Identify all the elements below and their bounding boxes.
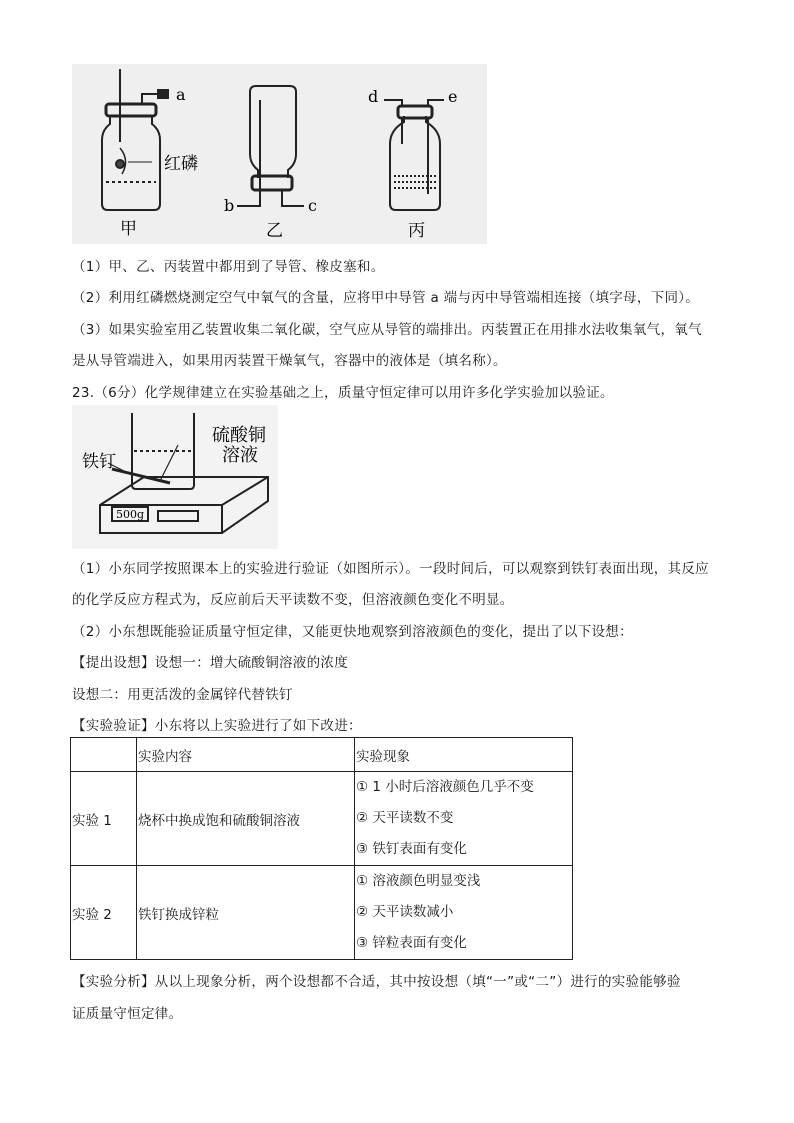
observation: ③ 锌粒表面有变化 [356, 935, 467, 951]
q23-line-2: 的化学反应方程式为，反应前后天平读数不变，但溶液颜色变化不明显。 [72, 592, 514, 608]
label-solution-2: 溶液 [222, 445, 258, 466]
label-jia: 甲 [120, 219, 137, 239]
table-header-row [71, 738, 573, 772]
label-yi: 乙 [266, 221, 283, 241]
q22-line-2: （2）利用红磷燃烧测定空气中氧气的含量，应将甲中导管 a 端与丙中导管端相连接（填字母，下同）。 [72, 290, 700, 306]
observation: ① 溶液颜色明显变浅 [356, 873, 481, 889]
table-row [71, 772, 573, 866]
label-bing: 丙 [408, 221, 425, 241]
q23-line-1: （1）小东同学按照课本上的实验进行验证（如图所示）。一段时间后，可以观察到铁钉表面出现，其反应 [72, 561, 709, 577]
row-name: 实验 1 [71, 772, 137, 866]
q22-line-3: （3）如果实验室用乙装置收集二氧化碳，空气应从导管的端排出。丙装置正在用排水法收集氧气，氧气 [72, 322, 702, 338]
label-b: b [224, 196, 235, 215]
header-observation: 实验现象 [355, 738, 573, 772]
q23-line-3: （2）小东想既能验证质量守恒定律，又能更快地观察到溶液颜色的变化，提出了以下设想： [72, 624, 633, 640]
row-observations [355, 866, 573, 960]
jia-bottle-outline [102, 116, 160, 210]
balance-display: 500g [116, 508, 145, 521]
observation: ② 天平读数不变 [356, 810, 454, 826]
observation: ③ 铁钉表面有变化 [356, 841, 467, 857]
verification-intro: 【实验验证】小东将以上实验进行了如下改进： [72, 718, 362, 734]
row-content: 烧杯中换成饱和硫酸铜溶液 [137, 772, 355, 866]
observation: ② 天平读数减小 [356, 904, 454, 920]
q22-line-4: 是从导管端进入，如果用丙装置干燥氧气，容器中的液体是（填名称）。 [72, 353, 507, 369]
header-cell-empty [71, 738, 137, 772]
observation: ① 1 小时后溶液颜色几乎不变 [356, 779, 534, 795]
apparatus-figure [72, 64, 487, 244]
analysis-line-1: 【实验分析】从以上现象分析，两个设想都不合适，其中按设想（填“一”或“二”）进行的实验能够验 [72, 974, 681, 990]
row-content: 铁钉换成锌粒 [137, 866, 355, 960]
analysis-line-2: 证质量守恒定律。 [72, 1006, 183, 1022]
hypothesis-2: 设想二：用更活泼的金属锌代替铁钉 [72, 687, 293, 703]
header-content: 实验内容 [137, 738, 355, 772]
label-red-phosphorus: 红磷 [164, 154, 198, 174]
label-solution-1: 硫酸铜 [212, 425, 266, 446]
table-row [71, 866, 573, 960]
label-nail: 铁钉 [82, 452, 116, 472]
label-a: a [176, 85, 186, 104]
q22-line-1: （1）甲、乙、丙装置中都用到了导管、橡皮塞和。 [72, 259, 385, 275]
yi-bottle-outline [250, 86, 296, 178]
row-observations [355, 772, 573, 866]
balance-figure [72, 405, 278, 549]
bing-bottle-outline [390, 116, 440, 210]
row-name: 实验 2 [71, 866, 137, 960]
hypothesis-1: 【提出设想】设想一：增大硫酸铜溶液的浓度 [72, 655, 348, 671]
experiment-table [70, 737, 573, 960]
label-c: c [308, 196, 317, 215]
label-d: d [368, 87, 379, 106]
label-e: e [448, 87, 458, 106]
q23-heading: 23.（6分）化学规律建立在实验基础之上，质量守恒定律可以用许多化学实验加以验证。 [72, 385, 614, 401]
